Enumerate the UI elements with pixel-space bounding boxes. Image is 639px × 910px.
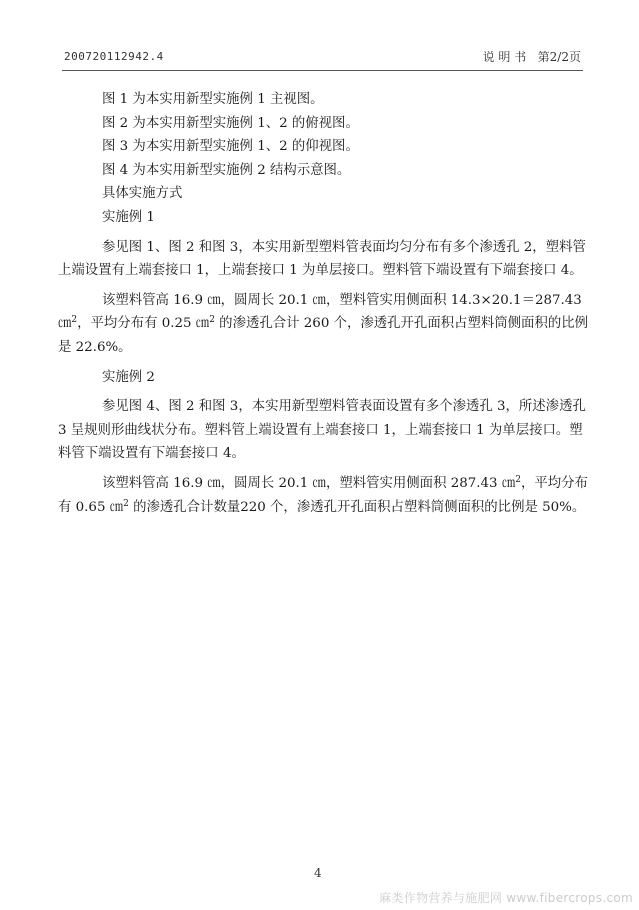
figure-caption-2: 图 2 为本实用新型实施例 1、2 的俯视图。: [102, 115, 359, 131]
document-number: 200720112942.4: [64, 50, 164, 63]
example1-paragraph-2: [58, 289, 588, 360]
example2-text-b: ，平均分布有 0.65 ㎝: [58, 475, 588, 515]
example1-text-a: 该塑料管高 16.9 ㎝，圆周长 20.1 ㎝，塑料管实用侧面积 14.3×20.1＝287.43 ㎝: [58, 292, 582, 332]
example1-paragraph-1: 参见图 1、图 2 和图 3，本实用新型塑料管表面均匀分布有多个渗透孔 2，塑料管上端设置有上端套接口 1，上端套接口 1 为单层接口。塑料管下端设置有下端套接口 4。: [58, 239, 586, 279]
header-rule: [62, 70, 583, 71]
superscript: 2: [71, 315, 78, 326]
example2-title: 实施例 2: [102, 369, 155, 385]
section-title: 具体实施方式: [102, 186, 183, 202]
page-info: 第2/2页: [537, 50, 581, 64]
figure-caption-1: 图 1 为本实用新型实施例 1 主视图。: [102, 92, 324, 107]
example2-paragraph-1: 参见图 4、图 2 和图 3，本实用新型塑料管表面设置有多个渗透孔 3，所述渗透孔 3 呈规则形曲线状分布。塑料管上端设置有上端套接口 1，上端套接口 1 为单层接口。塑料管下端设置有下端套接口 4。: [58, 399, 586, 462]
header-right: [483, 48, 581, 65]
site-watermark: 麻类作物营养与施肥网 www.fibercrops.com: [379, 891, 633, 905]
superscript: 2: [515, 474, 521, 485]
example1-title: 实施例 1: [102, 209, 155, 225]
example1-text-b: ，平均分布有 0.25 ㎝: [77, 316, 210, 332]
example2-paragraph-2: [58, 472, 588, 519]
page-number: 4: [314, 866, 322, 880]
example2-text-a: 该塑料管高 16.9 ㎝，圆周长 20.1 ㎝，塑料管实用侧面积 287.43 ㎝: [102, 475, 516, 491]
figure-caption-4: 图 4 为本实用新型实施例 2 结构示意图。: [102, 162, 351, 178]
superscript: 2: [209, 315, 215, 326]
figure-caption-3: 图 3 为本实用新型实施例 1、2 的仰视图。: [102, 139, 359, 155]
document-body: [58, 88, 588, 519]
example2-text-c: 的渗透孔合计数量220 个，渗透孔开孔面积占塑料筒侧面积的比例是 50%。: [128, 499, 586, 515]
document-type: 说 明 书: [482, 50, 527, 64]
superscript: 2: [123, 498, 129, 509]
example1-text-c: 的渗透孔合计 260 个，渗透孔开孔面积占塑料筒侧面积的比例是 22.6%。: [58, 316, 589, 355]
